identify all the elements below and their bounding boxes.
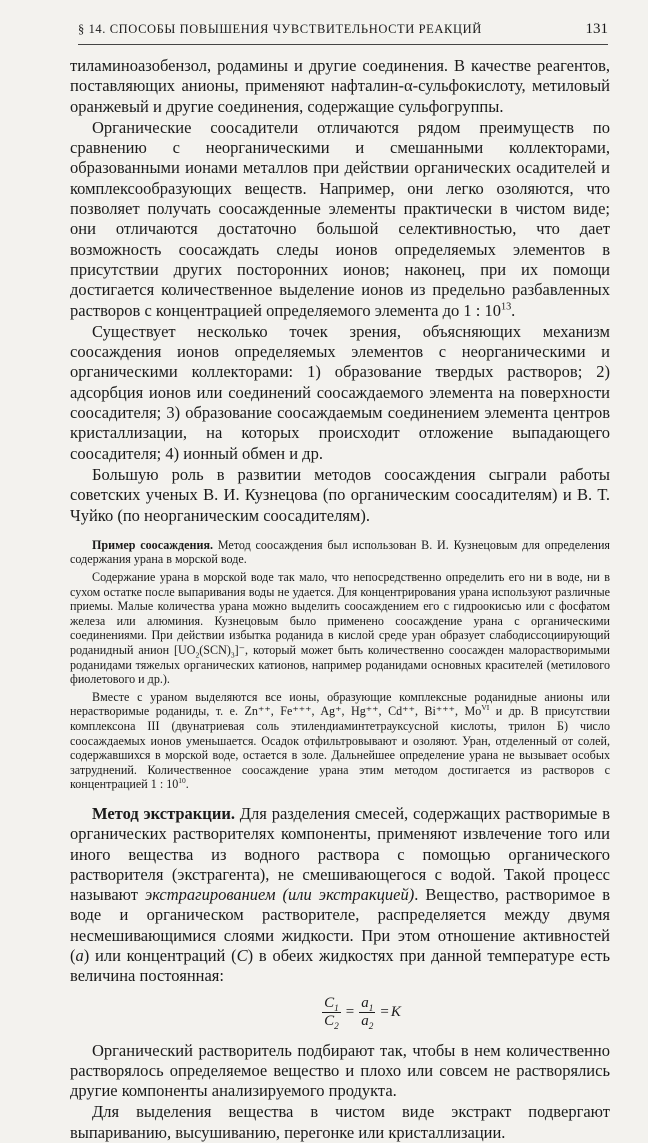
exponent: 13: [500, 301, 512, 313]
denominator: [359, 1013, 375, 1033]
subscript: 3: [230, 650, 235, 660]
paragraph-end: .: [185, 777, 189, 792]
example-intro-text: Метод соосаждения был использован В. И. Кузнецовым для определения содержания урана в морской воде.: [70, 537, 610, 567]
subscript: 2: [195, 650, 200, 660]
formula-part: ]⁻: [234, 642, 246, 657]
numerator: [359, 995, 375, 1013]
paragraph-end: .: [511, 300, 516, 320]
formula-part: (SCN): [199, 642, 231, 657]
numerator: [322, 995, 341, 1013]
symbol-c: C: [236, 946, 248, 965]
exponent: 10: [178, 776, 186, 786]
paragraph-mechanism: Существует несколько точек зрения, объясняющих механизм соосаждения ионов определяемых элементов с неорганическими и органическими коллекторами: 1) образование твердых растворов; 2) адсорбция ионов или соединений соосаждаемого элемента на поверхности соосадителя; 3) образование соосаждаемым соединением элемента центров кристаллизации, на которых происходит отложение выпадающего соосадителя; 4) ионный обмен и др.: [70, 321, 610, 463]
example-text: , который может быть количественно соосажден малорастворимыми роданидами тяжелых органических катионов, например роданидами основных красителей (метилового фиолетового и др.).: [70, 642, 610, 687]
running-header: [78, 22, 608, 42]
example-heading: Пример соосаждения.: [92, 537, 214, 552]
extraction-heading: Метод экстракции.: [92, 803, 235, 823]
denominator: [322, 1013, 341, 1033]
example-text: Содержание урана в морской воде так мало, что непосредственно определить его ни в воде, ни в сухом остатке после выпаривания воды не удается. Для концентрирования урана используют различные приемы. Малые количества урана можно выделить соосаждением его с гидроокисью или с фосфатом железа или алюминия. Кузнецовым было применено соосаждение урана с органическими соединениями. При действии избытка роданида в кислой среде уран образует слабодиссоциирующий роданидный анион [UO: [70, 570, 610, 657]
symbol: a: [361, 995, 369, 1012]
example-text: и др. В присутствии комплексона III (двунатриевая соль этилендиаминтетрауксусной кислоты, трилон Б) число соосаждаемых ионов уменьшается. Осадок отфильтровывают и озоляют. Уран, отделенный от солей, содержавшихся в морской воде, остается в золе. Дальнейшее определение урана не вызывает особых затруднений. Количественное соосаждение урана этим методом достигается из растворов с концентрацией 1 : 10: [70, 704, 610, 792]
paragraph-extraction: [70, 804, 610, 987]
main-text: [70, 56, 610, 1143]
symbol-a: a: [75, 946, 84, 965]
equals-sign: =: [345, 1004, 355, 1021]
paragraph-organic-coprecipitants: [70, 118, 610, 321]
constant-k: K: [390, 1004, 401, 1021]
extraction-text: ) в обеих жидкостях при данной температуре есть величина постоянная:: [70, 946, 610, 986]
equals-sign: =: [380, 1004, 389, 1021]
example-intro: [70, 538, 610, 567]
fraction-concentrations: [322, 995, 341, 1033]
example-text: Вместе с ураном выделяются все ионы, образующие комплексные роданидные анионы или нерастворимые роданиды, т. е. Zn⁺⁺, Fe⁺⁺⁺, Ag⁺, Hg⁺⁺, Cd⁺⁺, Bi⁺⁺⁺, Mo: [70, 689, 610, 719]
main-paragraphs: [70, 56, 610, 526]
subscript: 1: [368, 1004, 374, 1015]
extraction-term: экстрагированием (или экстракцией): [145, 885, 415, 905]
subscript: 1: [334, 1004, 339, 1015]
subscript: 2: [334, 1022, 339, 1033]
example-ions: [70, 690, 610, 792]
extraction-text: Для разделения смесей, содержащих растворимые в органических растворителях компоненты, применяют извлечение того или иного вещества из водного раствора с помощью органического растворителя (экстрагента), не смешивающегося с водой. Такой процесс называют: [70, 803, 610, 905]
distribution-formula: [110, 993, 610, 1033]
example-uranium-content: [70, 570, 610, 687]
subscript: 2: [368, 1022, 374, 1033]
paragraph-text: Органические соосадители отличаются рядом преимуществ по сравнению с неорганическими и смешанными коллекторами, образованными ионами металлов при действии органических осадителей и комплексообразующих веществ. Например, они легко озоляются, что позволяет получать соосажденные элементы практически в чистом виде; они отличаются достаточно большой селективностью, что дает возможность соосаждать следы ионов определяемых элементов в присутствии других посторонних ионов; наконец, при их помощи достигается количественное выделение ионов из предельно разбавленных растворов с концентрацией определяемого элемента до 1 : 10: [70, 117, 610, 320]
section-title: § 14. СПОСОБЫ ПОВЫШЕНИЯ ЧУВСТВИТЕЛЬНОСТИ РЕАКЦИЙ: [78, 22, 482, 36]
extraction-text: ) или концентраций (: [83, 946, 237, 965]
symbol: C: [324, 1013, 335, 1030]
paragraph-soviet-scientists: Большую роль в развитии методов соосаждения сыграли работы советских ученых В. И. Кузнецова (по органическим соосадителям) и В. Т. Чуйко (по неорганическим соосадителям).: [70, 464, 610, 525]
superscript: VI: [481, 703, 490, 713]
header-rule: [78, 44, 608, 45]
example-block: [70, 538, 610, 792]
extraction-section: [70, 804, 610, 1143]
page-number: 131: [585, 21, 608, 37]
paragraph-isolation: Для выделения вещества в чистом виде экстракт подвергают выпариванию, высушиванию, перегонке или кристаллизации.: [70, 1102, 610, 1142]
paragraph-continuation: тиламиноазобензол, родамины и другие соединения. В качестве реагентов, поставляющих анионы, применяют нафталин-α-сульфокислоту, метиловый оранжевый и другие соединения, содержащие сульфогруппы.: [70, 56, 610, 116]
fraction-activities: [359, 995, 375, 1033]
symbol: C: [324, 995, 335, 1012]
symbol: a: [361, 1013, 369, 1030]
extraction-text: . Вещество, растворимое в воде и органическом растворителе, распределяется между двумя несмешивающимися слоями жидкости. При этом отношение активностей (: [70, 885, 610, 965]
paragraph-solvent: Органический растворитель подбирают так, чтобы в нем количественно растворялось определяемое вещество и плохо или совсем не растворялись другие компоненты анализируемого продукта.: [70, 1040, 610, 1101]
